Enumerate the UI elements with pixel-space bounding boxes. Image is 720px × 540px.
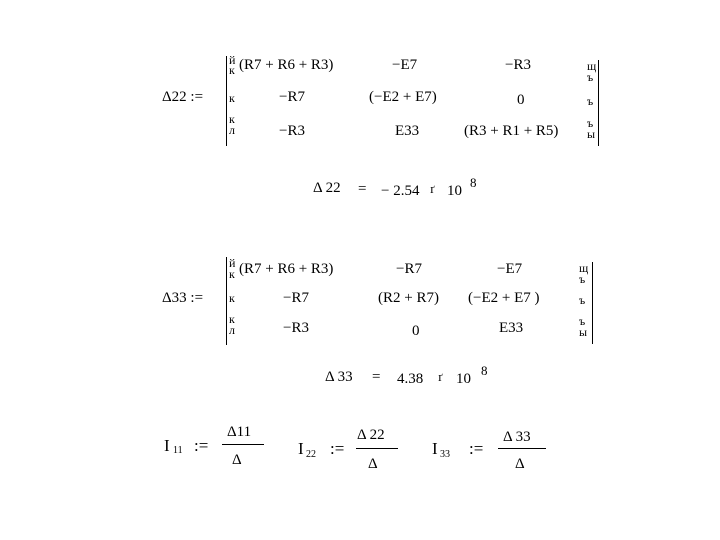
det22-bracket-glyph: ъ <box>587 116 594 130</box>
current-symbol: I <box>298 439 304 458</box>
det22-result-base: 10 <box>447 183 462 199</box>
det33-r3c1: −R3 <box>283 320 309 336</box>
fraction-numerator: Δ 22 <box>357 427 385 443</box>
det33-bracket-glyph: ъ <box>579 272 586 286</box>
det22-r1c1: (R7 + R6 + R3) <box>239 57 334 73</box>
det33-bracket-glyph: ы <box>579 325 588 339</box>
det22-bracket-glyph: л <box>229 123 235 137</box>
det22-lhs: Δ22 := <box>162 89 204 105</box>
det33-result-times: ґ <box>438 369 443 384</box>
fraction-numerator: Δ 33 <box>503 429 531 445</box>
det33-right-bracket-line <box>592 262 593 344</box>
det22-bracket-glyph: ъ <box>587 70 594 84</box>
det33-r1c3: −E7 <box>497 261 523 277</box>
det33-bracket-glyph: щ <box>579 261 589 275</box>
assign-operator: := <box>330 439 345 458</box>
det33-r1c1: (R7 + R6 + R3) <box>239 261 334 277</box>
det22-result-mantissa: − 2.54 <box>381 183 420 199</box>
det22-result-label: Δ 22 <box>313 180 341 196</box>
det33-bracket-glyph: ъ <box>579 314 586 328</box>
det33-r2c3: (−E2 + E7 ) <box>468 290 540 306</box>
det22-r1c2: −E7 <box>392 57 418 73</box>
det22-right-bracket-line <box>598 60 599 146</box>
det33-result-mantissa: 4.38 <box>397 371 424 387</box>
current-subscript: 33 <box>440 449 450 460</box>
det33-left-bracket-line <box>226 257 227 345</box>
current-symbol: I <box>164 436 170 455</box>
fraction-bar <box>498 448 546 449</box>
det22-r3c1: −R3 <box>279 123 305 139</box>
det33-result-eq: = <box>372 369 381 385</box>
det22-result-exponent: 8 <box>470 175 477 190</box>
fraction-denominator: Δ <box>515 456 525 472</box>
assign-operator: := <box>194 436 209 455</box>
assign-operator: := <box>469 439 484 458</box>
fraction-numerator: Δ11 <box>227 424 252 440</box>
current-subscript: 11 <box>173 445 183 456</box>
det33-lhs: Δ33 := <box>162 290 204 306</box>
det22-bracket-glyph: й <box>229 53 236 67</box>
det22-result-times: ґ <box>430 181 435 196</box>
det33-r2c1: −R7 <box>283 290 309 306</box>
det33-r3c2: 0 <box>412 323 420 339</box>
det22-bracket-glyph: ы <box>587 127 596 141</box>
fraction-denominator: Δ <box>232 452 242 468</box>
det33-bracket-glyph: к <box>229 291 235 305</box>
det33-result-base: 10 <box>456 371 471 387</box>
det22-r1c3: −R3 <box>505 57 531 73</box>
det33-r2c2: (R2 + R7) <box>378 290 439 306</box>
fraction-bar <box>356 448 398 449</box>
det22-bracket-glyph: ъ <box>587 94 594 108</box>
current-subscript: 22 <box>306 449 316 460</box>
det22-r3c2: E33 <box>395 123 420 139</box>
det33-bracket-glyph: ъ <box>579 293 586 307</box>
det22-result-eq: = <box>358 181 367 197</box>
current-symbol: I <box>432 439 438 458</box>
det22-bracket-glyph: к <box>229 112 235 126</box>
det22-bracket-glyph: к <box>229 63 235 77</box>
det22-r3c3: (R3 + R1 + R5) <box>464 123 559 139</box>
det33-r3c3: E33 <box>499 320 524 336</box>
det33-bracket-glyph: к <box>229 312 235 326</box>
det33-bracket-glyph: л <box>229 323 235 337</box>
det22-bracket-glyph: к <box>229 91 235 105</box>
fraction-bar <box>222 444 264 445</box>
fraction-denominator: Δ <box>368 456 378 472</box>
det22-bracket-glyph: щ <box>587 59 597 73</box>
det22-r2c2: (−E2 + E7) <box>369 89 437 105</box>
det22-left-bracket-line <box>226 56 227 146</box>
det33-result-label: Δ 33 <box>325 369 353 385</box>
det33-bracket-glyph: к <box>229 267 235 281</box>
det33-bracket-glyph: й <box>229 256 236 270</box>
det22-r2c3: 0 <box>517 92 525 108</box>
det33-result-exponent: 8 <box>481 363 488 378</box>
det22-r2c1: −R7 <box>279 89 305 105</box>
det33-r1c2: −R7 <box>396 261 422 277</box>
